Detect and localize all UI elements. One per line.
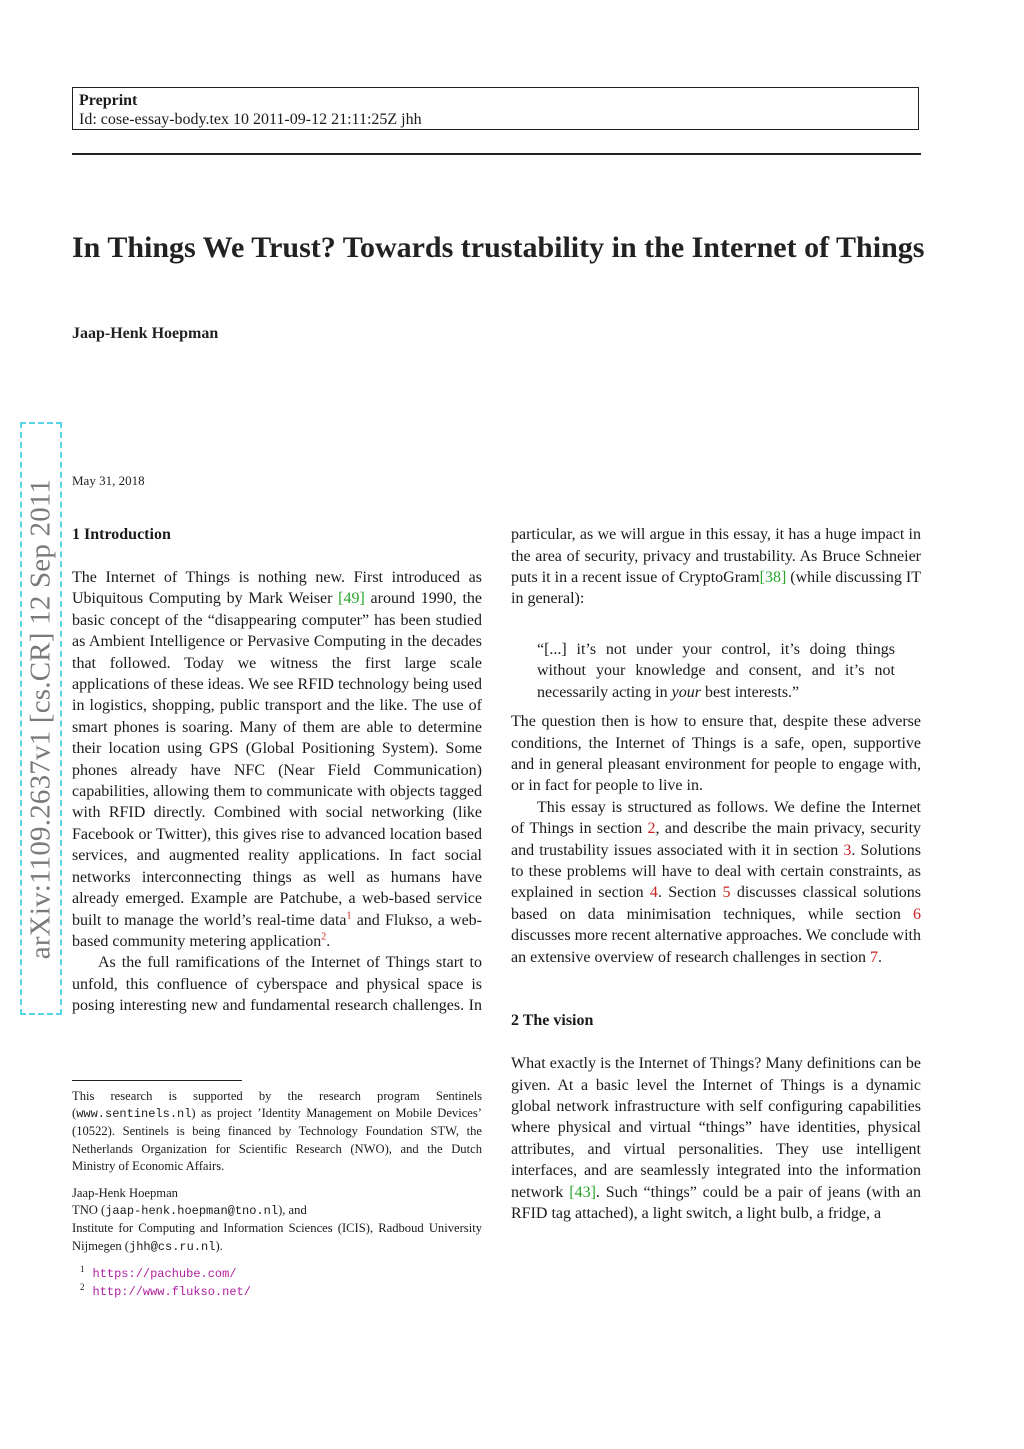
section-reference-link[interactable]: 4 — [649, 884, 658, 902]
sentinels-url[interactable]: www.sentinels.nl — [76, 1107, 192, 1122]
preprint-label: Preprint — [79, 92, 138, 109]
section-heading-introduction: 1 Introduction — [72, 526, 171, 543]
flukso-link[interactable]: http://www.flukso.net/ — [92, 1285, 251, 1300]
section-reference-link[interactable]: 7 — [869, 948, 878, 966]
affiliation-icis: Institute for Computing and Information Sciences (ICIS), Radboud University Nijmegen (jhh@cs.ru.nl). — [72, 1221, 482, 1254]
funding-note: This research is supported by the research program Sentinels (www.sentinels.nl) as project ’Identity Management on Mobile Devices’ (10522). Sentinels is being financed by Technology Foundation STW, the Netherlands Organization for Scientific Research (NWO), and the Dutch Ministry of Economic Affairs. — [72, 1089, 482, 1173]
pachube-link[interactable]: https://pachube.com/ — [92, 1267, 237, 1282]
header-rule — [72, 153, 921, 155]
citation-link[interactable]: [38] — [759, 569, 787, 587]
intro-paragraph-3: The question then is how to ensure that, despite these adverse conditions, the Internet of Things is a safe, open, supportive and in general pleasant environment for people to engage with, or in fact for people to live in. — [511, 713, 921, 795]
date: May 31, 2018 — [72, 473, 145, 488]
citation-link[interactable]: [43] — [569, 1183, 596, 1201]
footnote-1: $^1$ https://pachube.com/ — [80, 1264, 237, 1282]
arxiv-stamp[interactable] — [20, 422, 62, 1015]
intro-paragraph-1: The Internet of Things is nothing new. First introduced as Ubiquitous Computing by Mark Weiser [49] around 1990, the basic concept of the “disappearing computer” has been studied as Ambient Intelligence or Pervasive Computing in the decades that followed. Today we witness the first large scale applications of these ideas. We see RFID technology being used in logistics, shopping, public transport and the like. The use of smart phones is soaring. Many of them are able to determine their location using GPS (Global Positioning System). Some phones already have NFC (Near Field Communication) capabilities, allowing them to communicate with objects tagged with RFID directly. Combined with social networking (like Facebook or Twitter), this gives rise to advanced location based services, and augmented reality applications. In fact social networks interconnecting things as well as humans have already emerged. Example are Patchube, a web-based service built to manage the world’s real-time data$^1$ and Flukso, a web-based community metering application$^2$. — [72, 569, 482, 950]
paper-title: In Things We Trust? Towards trustability in the Internet of Things — [72, 231, 925, 264]
right-column — [511, 524, 921, 1224]
citation-link[interactable]: [49] — [338, 590, 365, 608]
author-name: Jaap-Henk Hoepman — [72, 325, 219, 342]
document-id-line: Id: cose-essay-body.tex 10 2011-09-12 21:11:25Z jhh — [79, 111, 422, 128]
section-reference-link[interactable]: 2 — [647, 820, 656, 838]
affiliation-tno: TNO (jaap-henk.hoepman@tno.nl), and — [72, 1203, 307, 1219]
email-ru[interactable]: jhh@cs.ru.nl — [129, 1239, 216, 1254]
section-heading-vision: 2 The vision — [511, 1012, 594, 1030]
intro-paragraph-4: This essay is structured as follows. We define the Internet of Things in section 2, and describe the main privacy, security and trustability issues associated with it in section 3. Solutions to these problems will have to deal with certain constraints, as explained in section 4. Section 5 discusses classical solutions based on data minimisation techniques, while section 6 discusses more recent alternative approaches. We conclude with an extensive overview of research challenges in section 7. — [511, 798, 922, 966]
author-affiliation — [72, 1185, 482, 1256]
vision-paragraph-1: What exactly is the Internet of Things? Many definitions can be given. At a basic level the Internet of Things is a dynamic global network infrastructure with self configuring capabilities where physical and virtual “things” have identities, physical attributes, and virtual personalities. They use intelligent interfaces, and are seamlessly integrated into the information network [43]. Such “things” could be a pair of jeans (with an RFID tag attached), a light switch, a light bulb, a fridge, a — [511, 1055, 921, 1222]
footnote-rule — [72, 1080, 242, 1081]
footnote-marker[interactable]: 2 — [321, 931, 327, 943]
intro-paragraph-2-start: As the full ramifications of the Internet of Things start to unfold, this confluence of cyberspace and physical space is posing interesting new and fundamental research challenges. In — [72, 954, 482, 1015]
left-column — [72, 524, 482, 1016]
email-tno[interactable]: jaap-henk.hoepman@tno.nl — [105, 1204, 279, 1219]
affiliation-name: Jaap-Henk Hoepman — [72, 1186, 178, 1200]
section-reference-link[interactable]: 5 — [722, 884, 731, 902]
arxiv-identifier: arXiv:1109.2637v1 [cs.CR] 12 Sep 2011 — [24, 478, 57, 959]
preprint-header-box — [72, 87, 919, 130]
footnote-2: $^2$ http://www.flukso.net/ — [80, 1282, 251, 1300]
block-quote: “[...] it’s not under your control, it’s doing things without your knowledge and consent, and it’s not necessarily acting in your best interests.” — [537, 641, 895, 701]
section-reference-link[interactable]: 3 — [843, 841, 852, 859]
intro-paragraph-2-continued: particular, as we will argue in this essay, it has a huge impact in the area of security, privacy and trustability. As Bruce Schneier puts it in a recent issue of CryptoGram[38] (while discussing IT in general): — [511, 526, 921, 608]
section-reference-link[interactable]: 6 — [913, 905, 921, 923]
footnote-marker[interactable]: 1 — [346, 910, 352, 922]
